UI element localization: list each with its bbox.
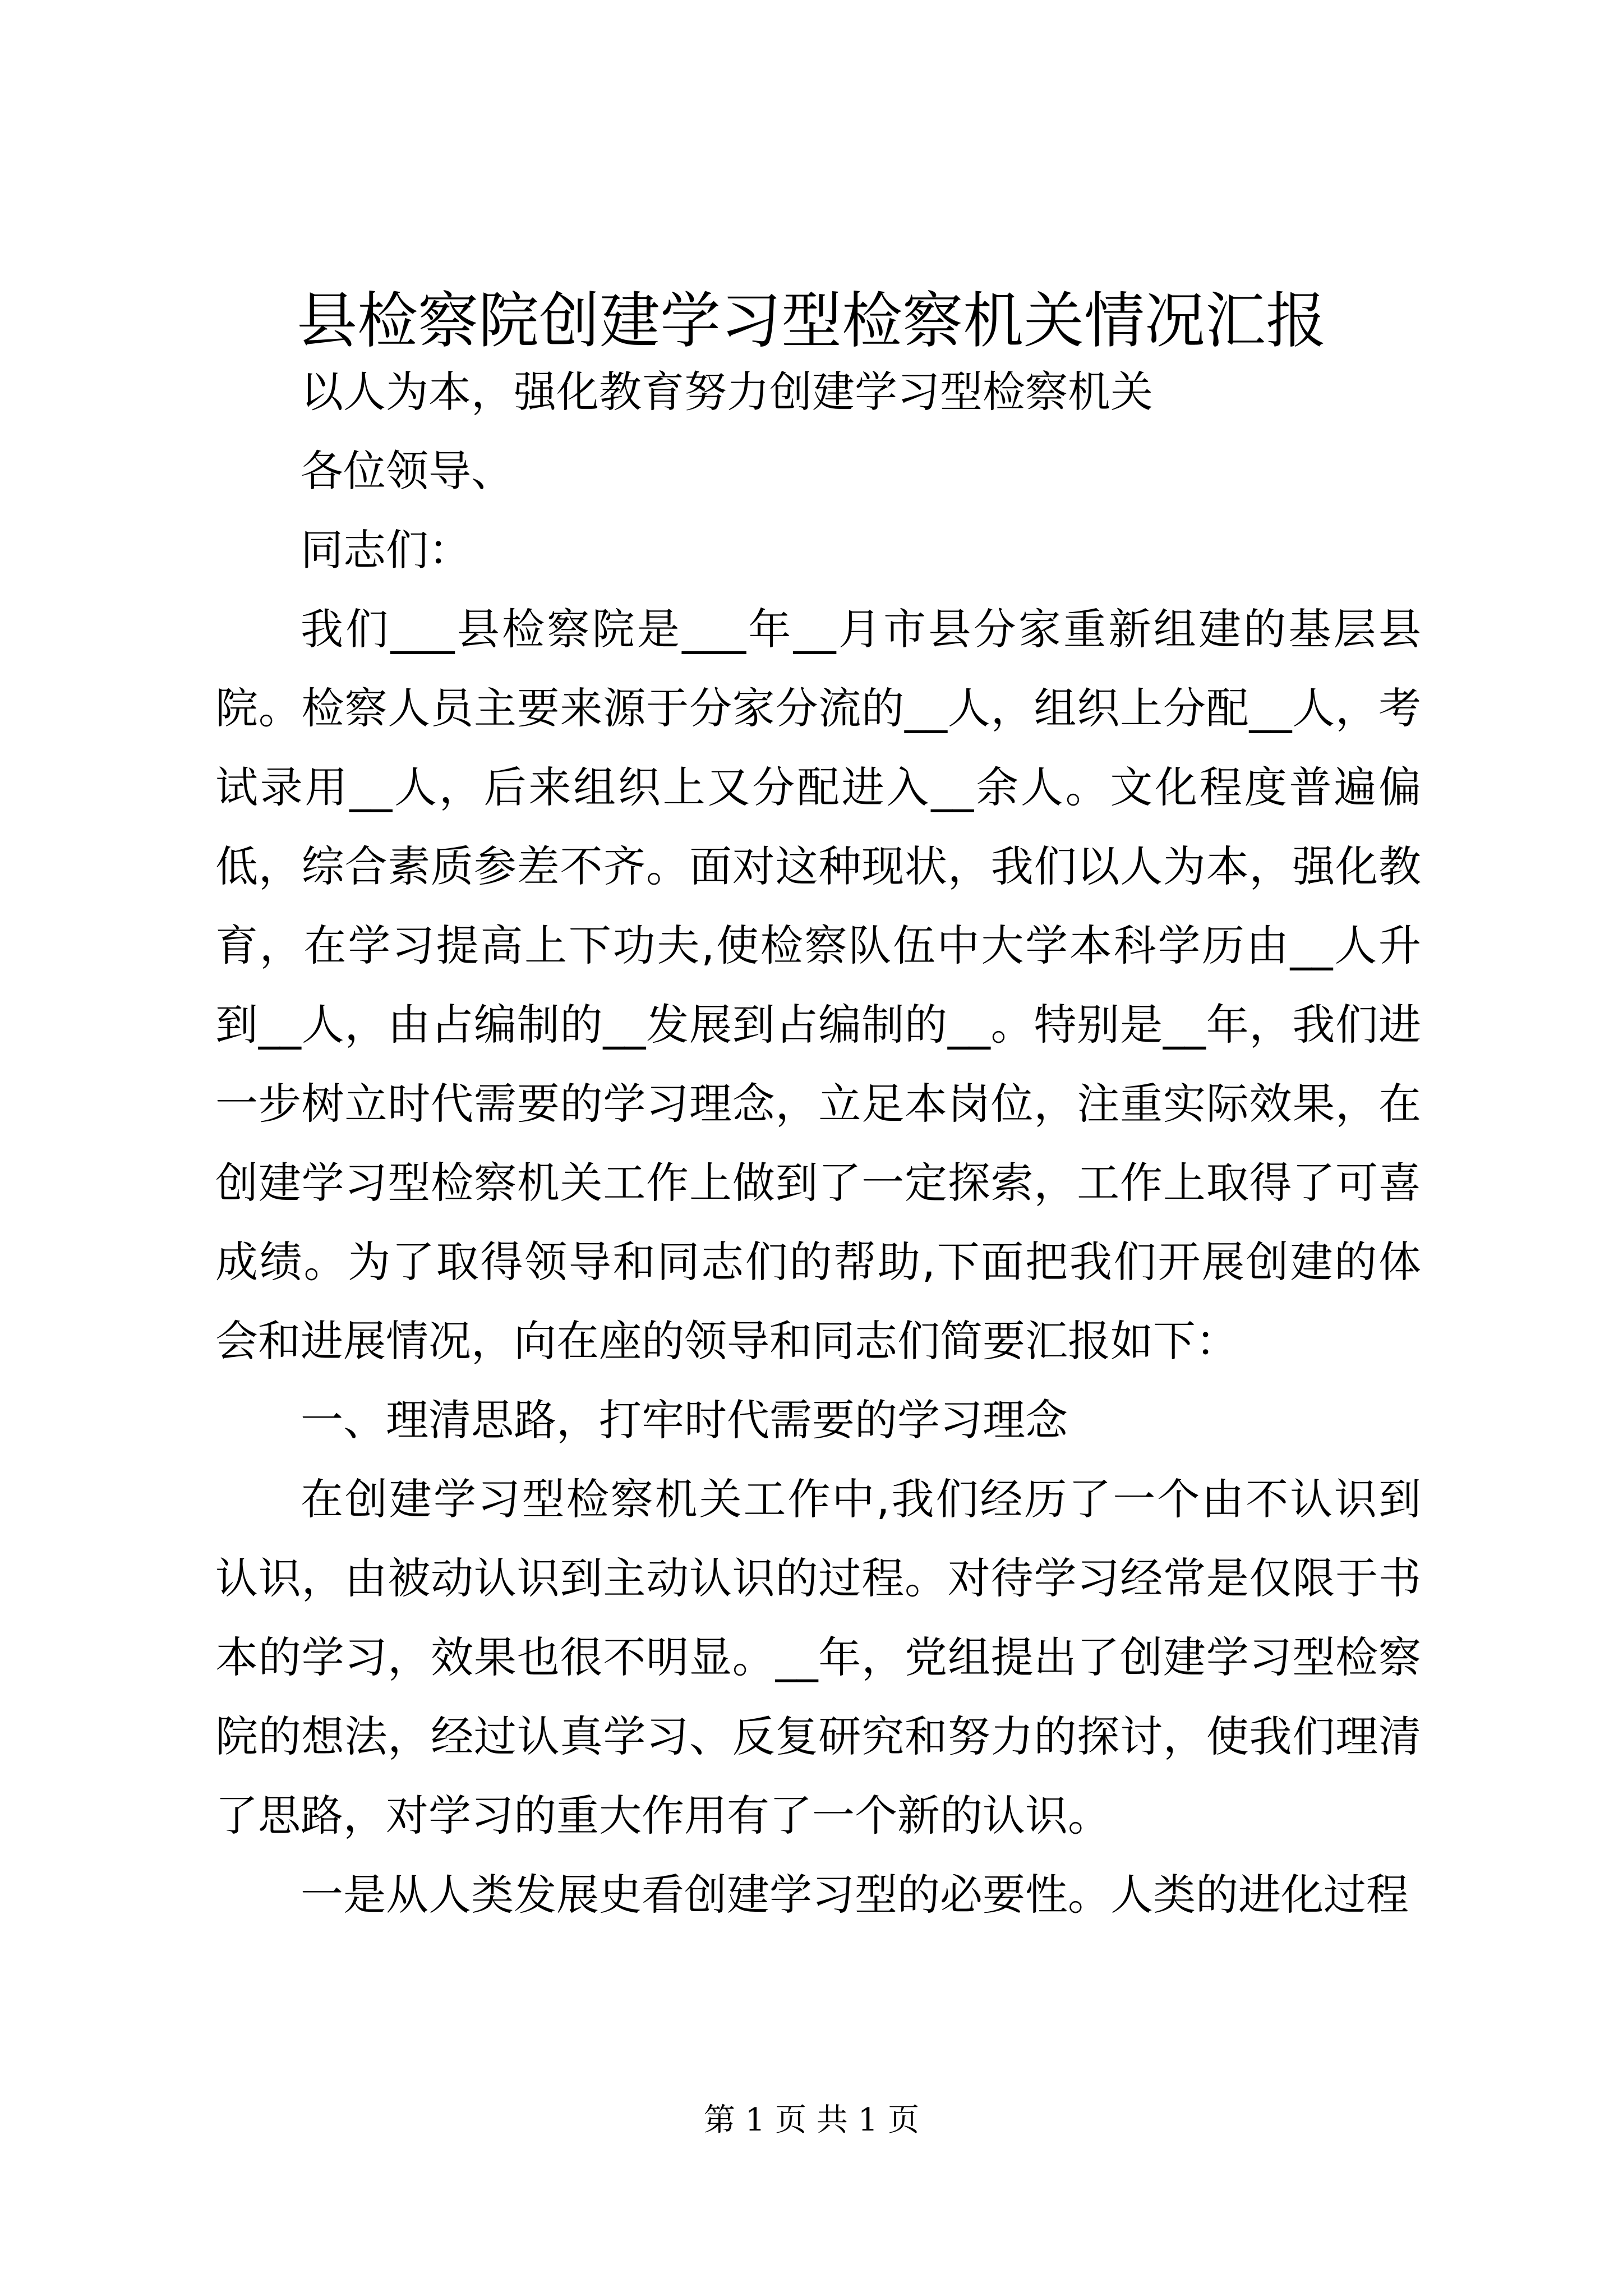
body-paragraph: 我们___县检察院是___年__月市县分家重新组建的基层县院。检察人员主要来源于分家分流的__人，组织上分配__人，考试录用__人，后来组织上又分配进入__余人。文化程度普遍偏低，综合素质参差不齐。面对这种现状，我们以人为本，强化教育，在学习提高上下功夫,使检察队伍中大学本科学历由__人升到__人，由占编制的__发展到占编制的__。特别是__年，我们进一步树立时代需要的学习理念，立足本岗位，注重实际效果，在创建学习型检察机关工作上做到了一定探索，工作上取得了可喜成绩。为了取得领导和同志们的帮助,下面把我们开展创建的体会和进展情况，向在座的领导和同志们简要汇报如下：	[215, 604, 1421, 1366]
document-title: 县检察院创建学习型检察机关情况汇报	[296, 286, 1326, 356]
section-heading: 一、理清思路，打牢时代需要的学习理念	[301, 1395, 1068, 1445]
page-footer: 第 1 页 共 1 页	[703, 2102, 920, 2138]
body-paragraph: 一是从人类发展史看创建学习型的必要性。人类的进化过程	[301, 1870, 1409, 1920]
salutation-line: 各位领导、	[301, 446, 514, 496]
body-paragraph: 在创建学习型检察机关工作中,我们经历了一个由不认识到认识，由被动认识到主动认识的过程。对待学习经常是仅限于书本的学习，效果也很不明显。__年，党组提出了创建学习型检察院的想法，经过认真学习、反复研究和努力的探讨，使我们理清了思路，对学习的重大作用有了一个新的认识。	[215, 1474, 1421, 1841]
salutation-line: 同志们：	[301, 525, 471, 575]
document-body	[215, 352, 1421, 1934]
subtitle-paragraph: 以人为本，强化教育努力创建学习型检察机关	[301, 367, 1153, 417]
